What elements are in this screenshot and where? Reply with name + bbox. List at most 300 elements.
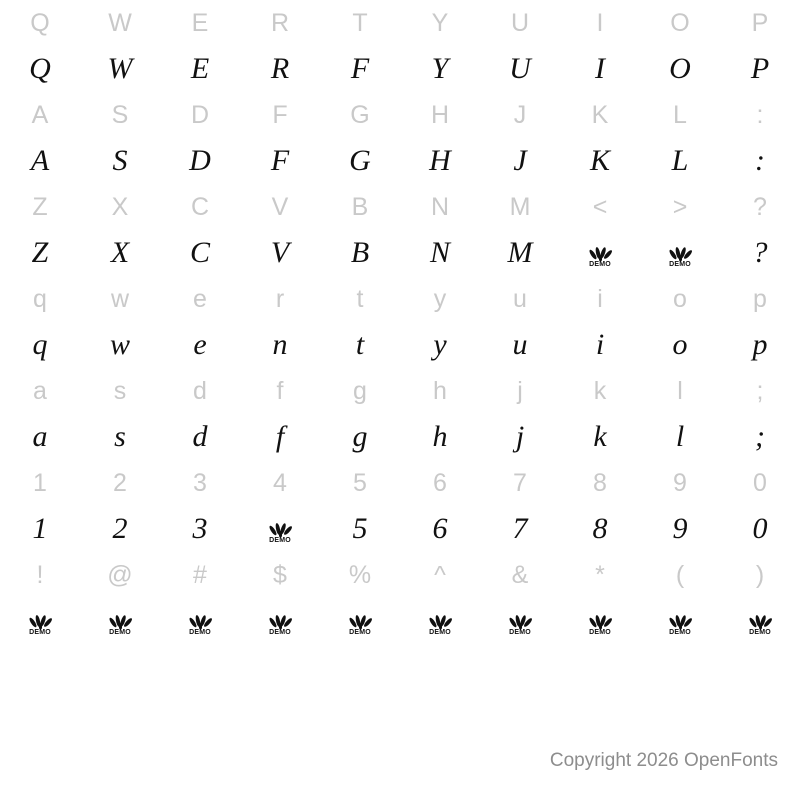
glyph-sample: 7	[512, 512, 528, 545]
key-label-cell	[320, 368, 400, 414]
key-label: U	[510, 8, 530, 37]
glyph-cell	[80, 230, 160, 276]
key-label: 9	[673, 468, 687, 497]
glyph-cell	[400, 46, 480, 92]
key-label-cell	[640, 92, 720, 138]
key-label-cell	[400, 184, 480, 230]
glyph-sample: 6	[432, 512, 448, 545]
glyph-cell	[0, 506, 80, 552]
key-label-cell	[80, 92, 160, 138]
glyph-cell	[480, 46, 560, 92]
glyph-cell	[320, 230, 400, 276]
key-label-cell	[560, 92, 640, 138]
key-label: V	[271, 192, 289, 221]
glyph-cell	[320, 414, 400, 460]
key-label: I	[596, 8, 604, 37]
key-label-cell	[640, 0, 720, 46]
glyph-sample: I	[595, 52, 605, 85]
glyph-sample: w	[109, 328, 130, 361]
key-label: #	[193, 560, 207, 589]
demo-stamp-label: DEMO	[189, 629, 211, 636]
key-label: j	[517, 376, 523, 405]
demo-stamp-label: DEMO	[269, 629, 291, 636]
glyph-cell	[400, 322, 480, 368]
glyph-cell	[560, 598, 640, 644]
key-label-cell	[640, 276, 720, 322]
glyph-cell	[720, 138, 800, 184]
key-label: K	[591, 100, 609, 129]
key-label: i	[597, 284, 603, 313]
demo-stamp-label: DEMO	[429, 629, 451, 636]
key-label-cell	[0, 368, 80, 414]
leaf-ornament-icon	[109, 614, 131, 628]
glyph-cell	[480, 230, 560, 276]
glyph-cell	[80, 506, 160, 552]
key-label-cell	[80, 184, 160, 230]
key-label-cell	[720, 184, 800, 230]
leaf-ornament-icon	[29, 614, 51, 628]
glyph-cell	[560, 414, 640, 460]
key-label-cell	[0, 276, 80, 322]
key-label-cell	[720, 460, 800, 506]
key-label-cell	[560, 276, 640, 322]
key-label-cell	[400, 276, 480, 322]
leaf-ornament-icon	[429, 614, 451, 628]
demo-stamp-label: DEMO	[109, 629, 131, 636]
key-label-cell	[640, 368, 720, 414]
key-label: e	[193, 284, 207, 313]
glyph-sample: h	[432, 420, 448, 453]
key-label: 5	[353, 468, 367, 497]
key-label: 0	[753, 468, 767, 497]
key-label-cell	[560, 0, 640, 46]
key-label-cell	[0, 460, 80, 506]
demo-stamp-label: DEMO	[589, 261, 611, 268]
glyph-sample: j	[515, 420, 525, 453]
glyph-sample: 8	[592, 512, 608, 545]
key-label-cell	[480, 184, 560, 230]
glyph-cell	[0, 322, 80, 368]
glyph-cell	[80, 138, 160, 184]
key-label: ^	[434, 560, 446, 589]
key-label-cell	[560, 460, 640, 506]
glyph-cell	[560, 506, 640, 552]
key-label-cell	[560, 184, 640, 230]
glyph-cell	[560, 230, 640, 276]
demo-stamp-icon	[25, 606, 55, 636]
key-label-cell	[480, 552, 560, 598]
glyph-cell	[480, 598, 560, 644]
glyph-cell	[0, 598, 80, 644]
glyph-cell	[640, 138, 720, 184]
key-label-cell	[240, 0, 320, 46]
leaf-ornament-icon	[749, 614, 771, 628]
key-label-cell	[480, 0, 560, 46]
glyph-sample: ?	[752, 236, 768, 269]
glyph-cell	[240, 230, 320, 276]
glyph-cell	[240, 46, 320, 92]
key-label: S	[111, 100, 129, 129]
key-label-cell	[640, 552, 720, 598]
footer	[0, 750, 800, 772]
copyright-text: Copyright 2026 OpenFonts	[549, 750, 778, 771]
demo-stamp-label: DEMO	[269, 537, 291, 544]
key-label: 4	[273, 468, 287, 497]
glyph-sample: Y	[431, 52, 449, 85]
glyph-cell	[400, 414, 480, 460]
demo-stamp-label: DEMO	[29, 629, 51, 636]
key-label: k	[593, 376, 607, 405]
demo-stamp-label: DEMO	[669, 261, 691, 268]
glyph-cell	[720, 230, 800, 276]
glyph-sample: C	[189, 236, 210, 269]
key-label: Y	[431, 8, 449, 37]
glyph-cell	[160, 414, 240, 460]
glyph-sample: k	[593, 420, 607, 453]
demo-stamp-icon	[585, 606, 615, 636]
glyph-sample: U	[509, 52, 531, 85]
key-label: ?	[753, 192, 767, 221]
key-label-cell	[320, 92, 400, 138]
glyph-cell	[400, 506, 480, 552]
key-label: R	[270, 8, 290, 37]
glyph-sample: Q	[29, 52, 51, 85]
key-label: w	[110, 284, 130, 313]
key-label: 6	[433, 468, 447, 497]
key-label: F	[272, 100, 288, 129]
glyph-cell	[320, 506, 400, 552]
key-label: H	[430, 100, 450, 129]
leaf-ornament-icon	[669, 614, 691, 628]
glyph-cell	[720, 506, 800, 552]
leaf-ornament-icon	[349, 614, 371, 628]
key-label: B	[351, 192, 369, 221]
glyph-sample: p	[752, 328, 768, 361]
key-label-cell	[560, 552, 640, 598]
glyph-sample: t	[355, 328, 365, 361]
demo-stamp-icon	[105, 606, 135, 636]
key-label-cell	[640, 460, 720, 506]
glyph-sample: E	[190, 52, 210, 85]
glyph-sample: N	[429, 236, 450, 269]
glyph-cell	[720, 322, 800, 368]
glyph-cell	[480, 506, 560, 552]
key-label-cell	[240, 276, 320, 322]
demo-stamp-label: DEMO	[749, 629, 771, 636]
demo-stamp-label: DEMO	[589, 629, 611, 636]
glyph-sample: O	[669, 52, 691, 85]
glyph-cell	[320, 322, 400, 368]
key-label: M	[509, 192, 531, 221]
key-label-cell	[400, 460, 480, 506]
glyph-sample: G	[349, 144, 371, 177]
leaf-ornament-icon	[269, 522, 291, 536]
key-label: 3	[193, 468, 207, 497]
key-label: O	[670, 8, 690, 37]
key-label: &	[511, 560, 529, 589]
key-label-cell	[720, 552, 800, 598]
demo-stamp-icon	[665, 238, 695, 268]
glyph-cell	[560, 138, 640, 184]
glyph-sample: a	[32, 420, 48, 453]
glyph-cell	[160, 506, 240, 552]
glyph-sample: R	[270, 52, 290, 85]
glyph-sample: B	[350, 236, 370, 269]
key-label-cell	[560, 368, 640, 414]
key-label: @	[107, 560, 133, 589]
key-label: A	[31, 100, 49, 129]
glyph-sample: F	[270, 144, 290, 177]
key-label-cell	[160, 552, 240, 598]
glyph-cell	[400, 230, 480, 276]
leaf-ornament-icon	[509, 614, 531, 628]
glyph-cell	[0, 230, 80, 276]
key-label: Q	[30, 8, 50, 37]
key-label-cell	[240, 368, 320, 414]
key-label-cell	[480, 92, 560, 138]
glyph-sample: :	[755, 144, 765, 177]
key-label: a	[33, 376, 47, 405]
key-label-cell	[400, 92, 480, 138]
key-label-cell	[240, 552, 320, 598]
glyph-sample: q	[32, 328, 48, 361]
key-label: p	[753, 284, 767, 313]
leaf-ornament-icon	[589, 246, 611, 260]
glyph-sample: P	[750, 52, 770, 85]
demo-stamp-label: DEMO	[509, 629, 531, 636]
key-label: :	[756, 100, 764, 129]
glyph-cell	[560, 322, 640, 368]
key-label: W	[108, 8, 132, 37]
leaf-ornament-icon	[589, 614, 611, 628]
glyph-sample: X	[110, 236, 130, 269]
glyph-cell	[320, 598, 400, 644]
glyph-cell	[240, 506, 320, 552]
key-label: o	[673, 284, 687, 313]
glyph-sample: y	[433, 328, 447, 361]
glyph-sample: A	[30, 144, 50, 177]
key-label: %	[348, 560, 372, 589]
glyph-cell	[560, 46, 640, 92]
key-label: f	[276, 376, 284, 405]
key-label: t	[356, 284, 364, 313]
key-label-cell	[720, 368, 800, 414]
glyph-cell	[640, 414, 720, 460]
key-label-cell	[400, 0, 480, 46]
key-label-cell	[400, 552, 480, 598]
glyph-sample: l	[675, 420, 685, 453]
glyph-sample: e	[193, 328, 207, 361]
key-label: C	[190, 192, 210, 221]
glyph-sample: S	[112, 144, 128, 177]
key-label-cell	[160, 460, 240, 506]
key-label: T	[352, 8, 368, 37]
key-label: N	[430, 192, 450, 221]
key-label-cell	[0, 0, 80, 46]
glyph-sample: 0	[752, 512, 768, 545]
glyph-cell	[480, 138, 560, 184]
glyph-sample: i	[595, 328, 605, 361]
key-label-cell	[480, 460, 560, 506]
key-label-cell	[320, 460, 400, 506]
glyph-cell	[160, 322, 240, 368]
glyph-cell	[400, 138, 480, 184]
key-label: 2	[113, 468, 127, 497]
glyph-cell	[320, 138, 400, 184]
glyph-sample: 9	[672, 512, 688, 545]
glyph-sample: 1	[32, 512, 48, 545]
key-label-cell	[400, 368, 480, 414]
key-label-cell	[480, 368, 560, 414]
key-label-cell	[80, 0, 160, 46]
glyph-cell	[400, 598, 480, 644]
glyph-cell	[160, 230, 240, 276]
demo-stamp-icon	[345, 606, 375, 636]
key-label: h	[433, 376, 447, 405]
glyph-cell	[80, 46, 160, 92]
glyph-cell	[720, 46, 800, 92]
key-label-cell	[720, 0, 800, 46]
glyph-cell	[480, 322, 560, 368]
key-label: *	[595, 560, 605, 589]
glyph-cell	[0, 414, 80, 460]
glyph-cell	[640, 598, 720, 644]
glyph-sample: 2	[112, 512, 128, 545]
glyph-sample: Z	[31, 236, 49, 269]
glyph-sample: u	[512, 328, 528, 361]
key-label-cell	[240, 184, 320, 230]
glyph-cell	[80, 598, 160, 644]
key-label: g	[353, 376, 367, 405]
key-label: <	[592, 192, 608, 221]
key-label: >	[672, 192, 688, 221]
glyph-cell	[240, 598, 320, 644]
glyph-sample: d	[192, 420, 208, 453]
glyph-cell	[0, 138, 80, 184]
glyph-sample: F	[350, 52, 370, 85]
demo-stamp-icon	[265, 514, 295, 544]
glyph-sample: J	[513, 144, 527, 177]
glyph-sample: W	[107, 52, 133, 85]
key-label: !	[36, 560, 44, 589]
glyph-cell	[720, 414, 800, 460]
demo-stamp-icon	[265, 606, 295, 636]
key-label-cell	[80, 368, 160, 414]
glyph-sample: D	[189, 144, 211, 177]
glyph-cell	[640, 46, 720, 92]
key-label-cell	[320, 552, 400, 598]
glyph-sample: L	[671, 144, 689, 177]
glyph-cell	[240, 138, 320, 184]
key-label-cell	[480, 276, 560, 322]
leaf-ornament-icon	[189, 614, 211, 628]
key-label: r	[275, 284, 285, 313]
key-label-cell	[0, 552, 80, 598]
demo-stamp-icon	[425, 606, 455, 636]
key-label-cell	[320, 0, 400, 46]
key-label: d	[193, 376, 207, 405]
glyph-cell	[160, 46, 240, 92]
glyph-sample: K	[589, 144, 610, 177]
glyph-sample: 5	[352, 512, 368, 545]
demo-stamp-icon	[585, 238, 615, 268]
glyph-cell	[320, 46, 400, 92]
glyph-cell	[720, 598, 800, 644]
key-label-cell	[720, 276, 800, 322]
glyph-cell	[0, 46, 80, 92]
key-label: Z	[32, 192, 48, 221]
demo-stamp-label: DEMO	[669, 629, 691, 636]
key-label: E	[191, 8, 209, 37]
key-label: G	[350, 100, 370, 129]
key-label: 1	[33, 468, 47, 497]
key-label-cell	[320, 276, 400, 322]
key-label: X	[111, 192, 129, 221]
glyph-cell	[640, 230, 720, 276]
demo-stamp-icon	[505, 606, 535, 636]
key-label-cell	[240, 460, 320, 506]
key-label: q	[33, 284, 47, 313]
key-label: J	[513, 100, 527, 129]
glyph-cell	[240, 322, 320, 368]
glyph-cell	[240, 414, 320, 460]
key-label: $	[273, 560, 287, 589]
glyph-cell	[80, 414, 160, 460]
key-label-cell	[0, 184, 80, 230]
key-label-cell	[80, 276, 160, 322]
key-label: s	[113, 376, 127, 405]
key-label-cell	[160, 184, 240, 230]
key-label-cell	[720, 92, 800, 138]
key-label: y	[433, 284, 447, 313]
key-label-cell	[160, 92, 240, 138]
key-label: D	[190, 100, 210, 129]
glyph-cell	[160, 598, 240, 644]
leaf-ornament-icon	[669, 246, 691, 260]
glyph-sample: n	[272, 328, 288, 361]
glyph-sample: o	[672, 328, 688, 361]
demo-stamp-icon	[665, 606, 695, 636]
key-label-cell	[640, 184, 720, 230]
glyph-cell	[80, 322, 160, 368]
demo-stamp-icon	[185, 606, 215, 636]
key-label-cell	[160, 368, 240, 414]
key-label-cell	[80, 552, 160, 598]
glyph-sample: g	[352, 420, 368, 453]
glyph-cell	[640, 506, 720, 552]
key-label: P	[751, 8, 769, 37]
glyph-sample: s	[114, 420, 126, 453]
key-label: (	[675, 560, 685, 589]
glyph-cell	[640, 322, 720, 368]
glyph-sample: H	[429, 144, 451, 177]
glyph-sample: V	[270, 236, 290, 269]
key-label: 7	[513, 468, 527, 497]
key-label-cell	[320, 184, 400, 230]
key-label-cell	[0, 92, 80, 138]
glyph-sample: 3	[192, 512, 208, 545]
key-label: 8	[593, 468, 607, 497]
key-label: ;	[756, 376, 764, 405]
glyph-cell	[480, 414, 560, 460]
glyph-sample: M	[507, 236, 533, 269]
key-label: )	[755, 560, 765, 589]
glyph-sample: ;	[755, 420, 765, 453]
glyph-cell	[160, 138, 240, 184]
key-label-cell	[240, 92, 320, 138]
glyph-sample: f	[275, 420, 285, 453]
key-label-cell	[80, 460, 160, 506]
